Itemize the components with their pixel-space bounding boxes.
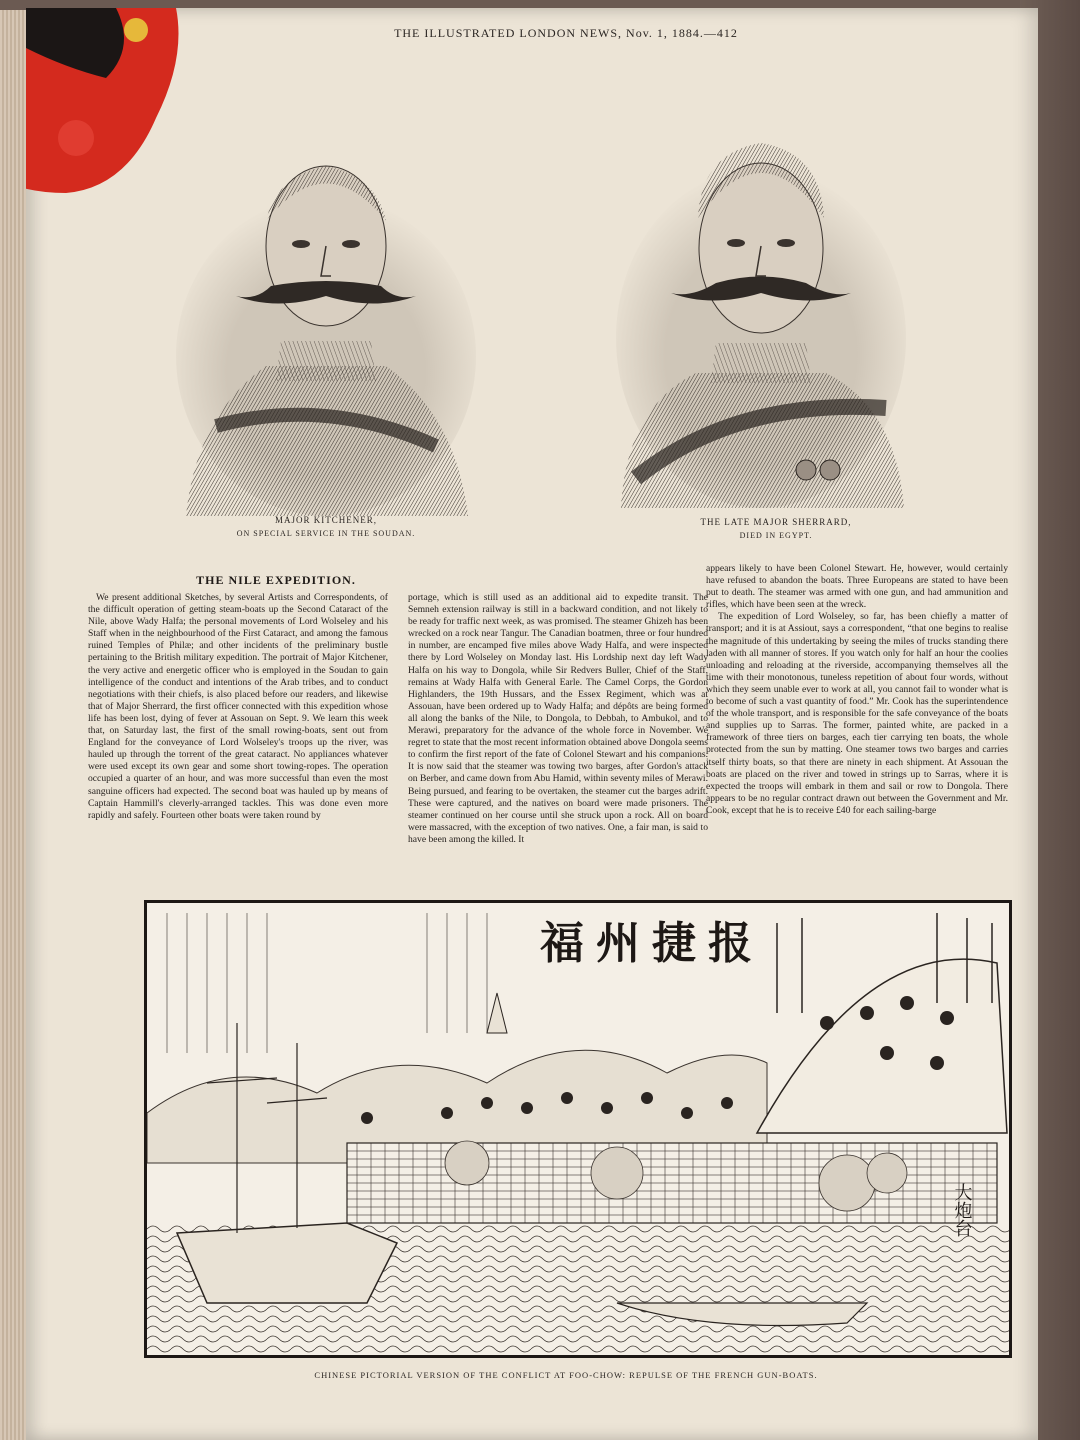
- article-paragraph: portage, which is still used as an additional aid to expedite transit. The Semneh extension railway is still in a backward condition, and not likely to be ready for traffic next week, as was promised. The steamer Ghizeh has been wrecked on a rock near Tangur. The Canadian boatmen, three or four hundred in number, are encamped five miles above Wady Halfa, and were inspected there by Lord Wolseley on Monday last. His Lordship next day left Wady Halfa on his way to Dongola, while Sir Redvers Buller, Chief of the Staff, remains at Wady Halfa with General Earle. The Camel Corps, the Gordon Highlanders, the 19th Hussars, and the Essex Regiment, which was at Assouan, have been ordered up to Wady Halfa; and dépôts are being formed all along the banks of the Nile, to Dongola, to Debbah, to Ambukol, and to Merawi, preparatory for the advance of the whole force in November. We regret to state that the most recent information obtained above Dongola seems to confirm the first report of the fate of Colonel Stewart and his companions. It is now said that the steamer was towing two barges, after Gordon's attack on Berber, and came down from Abu Hamid, within seventy miles of Merawi. Being pursued, and fearing to be overtaken, the steamer cut the barges adrift. These were captured, and the natives on board were made prisoners. The steamer continued on her course until she struck upon a rock. All on board were massacred, with the exception of two natives. One, a fair man, is said to have been among the killed. It: [408, 592, 708, 845]
- running-head: THE ILLUSTRATED LONDON NEWS, Nov. 1, 1884.—412: [394, 26, 738, 40]
- portrait-sherrard-engraving: [616, 108, 906, 508]
- fort-label: 大炮台: [951, 1183, 973, 1237]
- kitchener-subtitle: ON SPECIAL SERVICE IN THE SOUDAN.: [236, 529, 416, 538]
- article-column-1: [88, 592, 388, 822]
- portrait-kitchener-engraving: [176, 126, 476, 516]
- plate-title: 福州捷报: [540, 918, 764, 969]
- sherrard-name: THE LATE MAJOR SHERRARD,: [700, 517, 852, 527]
- article-paragraph: The expedition of Lord Wolseley, so far, has been chiefly a matter of transport; and it is at Assiout, says a correspondent, “that one begins to realise the magnitude of this undertaking by seeing the miles of trucks standing there laden with all manner of stores. If you watch only for half an hour the coolies unloading and reloading at the riverside, accompanying themselves all the time with their monotonous, tuneless repetition of about four words, without which they seem unable ever to work at all, you cannot fail to wonder what is to become of such a vast quantity of food.” Mr. Cook has the superintendence of the whole transport, and is responsible for the safe conveyance of the boats and supplies up to Sarras. The former, painted white, are packed in a framework of three tiers on barges, each tier carrying ten boats, the whole protected from the sun by matting. One steamer tows two barges and carries itself thirty boats, so that there are ninety in each shipment. At Assouan the boats are placed on the river and towed in strings up to Sarras, where it is expected the troops will embark in them and sail or row to Dongola. There appears to be no regular contract drawn out between the Government and Mr. Cook, except that he is to receive £40 for each sailing-barge: [706, 611, 1008, 816]
- sherrard-subtitle: DIED IN EGYPT.: [739, 531, 813, 540]
- article-title: THE NILE EXPEDITION.: [196, 573, 356, 587]
- kitchener-caption: [206, 514, 446, 540]
- foochow-pictorial-plate: [144, 900, 1012, 1358]
- red-ornament-decoration: [26, 8, 186, 198]
- sherrard-caption: [656, 516, 896, 542]
- article-paragraph: appears likely to have been Colonel Stewart. He, however, would certainly have refused to abandon the boats. Three Europeans are stated to have been put to death. The steamer was armed with one gun, and had ammunition and rifles, which have been seen at the wreck.: [706, 563, 1008, 611]
- newspaper-page: [26, 8, 1038, 1440]
- article-paragraph: We present additional Sketches, by several Artists and Correspondents, of the difficult operation of getting steam-boats up the Second Cataract of the Nile, above Wady Halfa; the personal movements of Lord Wolseley and his Staff when in the neighbourhood of the First Cataract, and among the famous ruined Temples of Philæ; and other incidents of the preliminary bustle pertaining to the British military expedition. The portrait of Major Kitchener, the very active and energetic officer who is employed in the Soudan to gain intelligence of the conduct and intentions of the Arab tribes, and to conduct negotiations with their chiefs, is also placed before our readers, and likewise that of Major Sherrard, the first officer connected with this expedition whose life has been lost, dying of fever at Assouan on Sept. 9. We learn this week that, on Saturday last, the first of the small rowing-boats, sent out from England for the conveyance of Lord Wolseley's troops up the river, was hauled up through the torrent of the great cataract. No appliances whatever were used except its own gear and some short towing-ropes. The operation occupied a quarter of an hour, and was more successful than even the most sanguine officers had expected. The second boat was hauled up by means of Captain Hammill's cleverly-arranged tackles. This was done even more rapidly and safely. Fourteen other boats were taken round by: [88, 592, 388, 821]
- foochow-battle-illustration: [147, 903, 1009, 1355]
- kitchener-name: MAJOR KITCHENER,: [274, 515, 377, 525]
- article-column-3: [706, 563, 1008, 817]
- article-column-2: [408, 592, 708, 846]
- plate-caption: CHINESE PICTORIAL VERSION OF THE CONFLICT AT FOO-CHOW: REPULSE OF THE FRENCH GUN-BOATS.: [314, 1370, 818, 1380]
